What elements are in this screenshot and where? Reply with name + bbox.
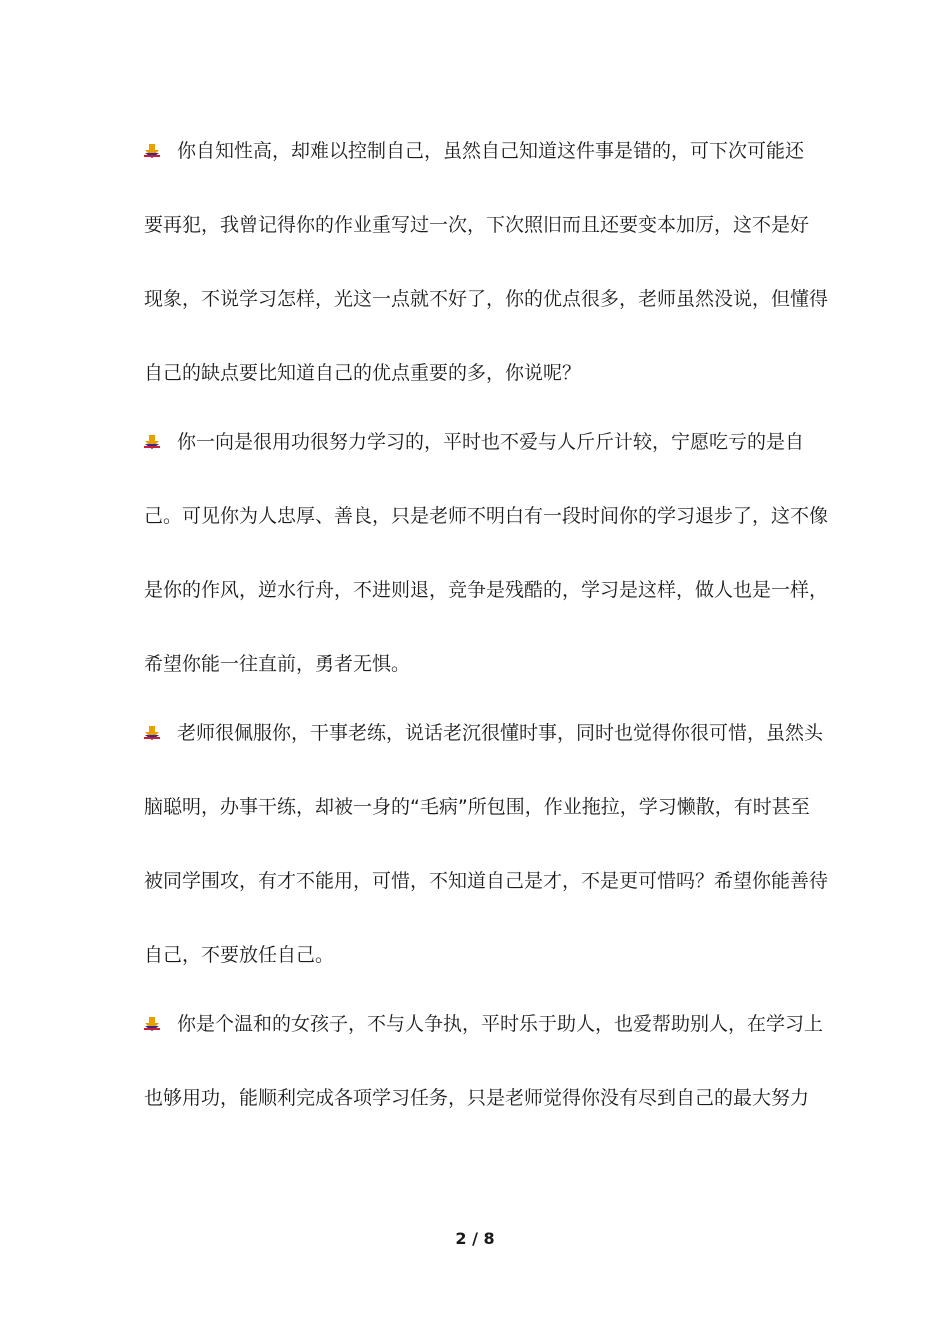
diamond-arrow-bullet-icon bbox=[144, 1009, 160, 1039]
paragraph-line: 是你的作风，逆水行舟，不进则退，竞争是残酷的，学习是这样，做人也是一样， bbox=[144, 579, 829, 601]
paragraph-line: 己。可见你为人忠厚、善良，只是老师不明白有一段时间你的学习退步了，这不像 bbox=[144, 505, 829, 527]
paragraph-line: 希望你能一往直前，勇者无惧。 bbox=[144, 653, 411, 675]
page-number: 2 / 8 bbox=[455, 1229, 495, 1248]
paragraph-line: 你一向是很用功很努力学习的，平时也不爱与人斤斤计较，宁愿吃亏的是自 bbox=[177, 431, 805, 453]
paragraph-line: 自己，不要放任自己。 bbox=[144, 944, 335, 966]
diamond-arrow-bullet-icon bbox=[144, 427, 160, 457]
paragraph-line: 被同学围攻，有才不能用，可惜，不知道自己是才，不是更可惜吗？希望你能善待 bbox=[144, 870, 829, 892]
paragraph-line: 老师很佩服你，干事老练，说话老沉很懂时事，同时也觉得你很可惜，虽然头 bbox=[177, 722, 824, 744]
paragraph-line: 你自知性高，却难以控制自己，虽然自己知道这件事是错的，可下次可能还 bbox=[177, 140, 805, 162]
paragraph-line: 要再犯，我曾记得你的作业重写过一次，下次照旧而且还要变本加厉，这不是好 bbox=[144, 214, 810, 236]
paragraph-line: 现象，不说学习怎样，光这一点就不好了，你的优点很多，老师虽然没说，但懂得 bbox=[144, 288, 829, 310]
paragraph-line: 也够用功，能顺利完成各项学习任务，只是老师觉得你没有尽到自己的最大努力 bbox=[144, 1087, 810, 1109]
paragraph-line: 脑聪明，办事干练，却被一身的“毛病”所包围，作业拖拉，学习懒散，有时甚至 bbox=[144, 796, 810, 818]
paragraph-line: 你是个温和的女孩子，不与人争执，平时乐于助人，也爱帮助别人，在学习上 bbox=[177, 1013, 824, 1035]
paragraph-line: 自己的缺点要比知道自己的优点重要的多，你说呢？ bbox=[144, 362, 582, 384]
diamond-arrow-bullet-icon bbox=[144, 718, 160, 748]
diamond-arrow-bullet-icon bbox=[144, 136, 160, 166]
